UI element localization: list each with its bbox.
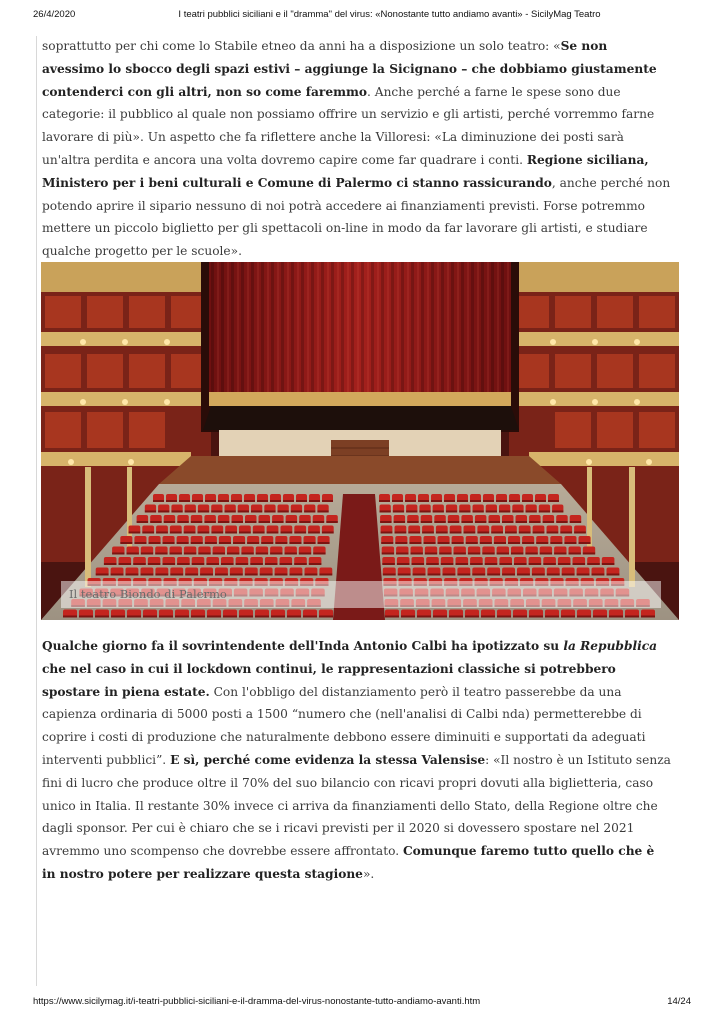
seat-shadow xyxy=(127,616,141,618)
seat-shadow xyxy=(287,616,301,618)
seat-shadow xyxy=(232,521,244,523)
seat-shadow xyxy=(381,542,393,544)
seat-shadow xyxy=(554,553,566,555)
seat-shadow xyxy=(177,563,190,565)
seat-shadow xyxy=(481,616,495,618)
seat-shadow xyxy=(225,532,237,534)
seat-shadow xyxy=(499,511,510,513)
seat-shadow xyxy=(278,511,289,513)
seat-shadow xyxy=(164,521,176,523)
seat-shadow xyxy=(556,521,568,523)
seat-shadow xyxy=(552,511,563,513)
seat-shadow xyxy=(464,532,476,534)
seat-shadow xyxy=(290,574,303,576)
seat-shadow xyxy=(560,532,572,534)
seat-shadow xyxy=(625,616,639,618)
seat-shadow xyxy=(319,616,333,618)
seat-shadow xyxy=(211,511,222,513)
seat-shadow xyxy=(171,511,182,513)
seat-shadow xyxy=(192,563,205,565)
seat-shadow xyxy=(289,542,301,544)
seat-shadow xyxy=(137,521,149,523)
seat-shadow xyxy=(496,500,507,502)
seat-shadow xyxy=(319,574,332,576)
seat-shadow xyxy=(260,574,273,576)
print-header xyxy=(0,9,724,23)
seat-shadow xyxy=(185,511,196,513)
seat-shadow xyxy=(480,542,492,544)
seat-shadow xyxy=(299,521,311,523)
seat-shadow xyxy=(502,521,514,523)
seat-shadow xyxy=(191,542,203,544)
seat-shadow xyxy=(602,563,615,565)
seat-shadow xyxy=(256,553,268,555)
seat-shadow xyxy=(112,553,124,555)
text-segment: . Anche perché a farne le spese sono due categorie: il pubblico al quale non possiamo offrire un servizio e gli artisti, perché vorremmo farne lavorare di più». Un aspetto che fa riflettere anche la Villoresi: «La diminuzione dei posti sarà un'altra perdita e ancora una volta dovremo capire come far quadrare i conti. xyxy=(42,84,655,167)
seat-shadow xyxy=(407,521,419,523)
seat-shadow xyxy=(383,574,396,576)
seat-shadow xyxy=(547,574,560,576)
seat-shadow xyxy=(511,553,523,555)
seat-shadow xyxy=(275,574,288,576)
seat-shadow xyxy=(218,521,230,523)
seat-shadow xyxy=(264,511,275,513)
seat-shadow xyxy=(428,574,441,576)
seat-shadow xyxy=(472,574,485,576)
seat-shadow xyxy=(539,511,550,513)
seat-shadow xyxy=(564,542,576,544)
seat-shadow xyxy=(522,500,533,502)
seat-shadow xyxy=(175,616,189,618)
seat-shadow xyxy=(309,500,320,502)
seat-shadow xyxy=(294,532,306,534)
seat-shadow xyxy=(583,553,595,555)
seat-shadow xyxy=(221,563,234,565)
print-page-number: 14/24 xyxy=(667,996,691,1007)
seat-shadow xyxy=(170,574,183,576)
seat-shadow xyxy=(380,511,391,513)
seat-shadow xyxy=(286,521,298,523)
seat-shadow xyxy=(485,563,498,565)
seat-shadow xyxy=(450,532,462,534)
text-segment: soprattutto per chi come lo Stabile etneo da anni ha a disposizione un solo teatro: « xyxy=(42,39,561,53)
seat-shadow xyxy=(267,532,279,534)
seat-shadow xyxy=(205,500,216,502)
seat-shadow xyxy=(205,542,217,544)
seat-shadow xyxy=(574,532,586,534)
seat-shadow xyxy=(424,542,436,544)
left-border-rule xyxy=(36,36,37,986)
seat-shadow xyxy=(502,574,515,576)
seat-shadow xyxy=(406,511,417,513)
seat-shadow xyxy=(547,532,559,534)
seat-shadow xyxy=(177,521,189,523)
seat-shadow xyxy=(434,521,446,523)
seat-shadow xyxy=(535,500,546,502)
seat-shadow xyxy=(497,553,509,555)
seat-shadow xyxy=(550,542,562,544)
seat-shadow xyxy=(133,563,146,565)
seat-shadow xyxy=(570,521,582,523)
seat-shadow xyxy=(304,511,315,513)
seat-shadow xyxy=(392,500,403,502)
seat-shadow xyxy=(441,563,454,565)
seat-shadow xyxy=(251,511,262,513)
seat-shadow xyxy=(259,521,271,523)
theatre-photo xyxy=(41,262,679,620)
seat-shadow xyxy=(322,532,334,534)
seat-shadow xyxy=(296,500,307,502)
text-segment: ». xyxy=(362,866,375,881)
seat-shadow xyxy=(497,616,511,618)
seat-shadow xyxy=(486,511,497,513)
seat-shadow xyxy=(509,500,520,502)
seat-shadow xyxy=(191,616,205,618)
seat-shadow xyxy=(184,553,196,555)
seat-shadow xyxy=(398,574,411,576)
seat-shadow xyxy=(433,511,444,513)
seat-shadow xyxy=(379,500,390,502)
seat-shadow xyxy=(508,542,520,544)
seat-shadow xyxy=(569,553,581,555)
seat-shadow xyxy=(465,616,479,618)
seat-shadow xyxy=(519,532,531,534)
seat-shadow xyxy=(244,500,255,502)
seat-shadow xyxy=(253,532,265,534)
article-paragraph-2 xyxy=(42,635,672,886)
seat-shadow xyxy=(299,553,311,555)
text-segment: Qualche giorno fa il sovrintendente dell'Inda Antonio Calbi ha ipotizzato su xyxy=(42,639,564,653)
seat-shadow xyxy=(294,563,307,565)
seat-shadow xyxy=(233,542,245,544)
seat-shadow xyxy=(431,500,442,502)
seat-shadow xyxy=(272,521,284,523)
seat-shadow xyxy=(191,521,203,523)
seat-shadow xyxy=(641,616,655,618)
seat-shadow xyxy=(149,542,161,544)
seat-shadow xyxy=(150,521,162,523)
seat-shadow xyxy=(185,574,198,576)
seat-shadow xyxy=(198,532,210,534)
seat-shadow xyxy=(543,521,555,523)
seat-shadow xyxy=(397,563,410,565)
seat-shadow xyxy=(577,574,590,576)
seat-shadow xyxy=(548,500,559,502)
seat-shadow xyxy=(206,563,219,565)
seat-shadow xyxy=(609,616,623,618)
seat-shadow xyxy=(155,553,167,555)
seat-shadow xyxy=(452,542,464,544)
seat-shadow xyxy=(444,500,455,502)
seat-shadow xyxy=(558,563,571,565)
text-segment: Se non avessimo lo sbocco degli spazi estivi – aggiunge la Sicignano – che dobbiamo giustamente contenderci con gli altri, non so come faremmo xyxy=(42,39,657,99)
seat-shadow xyxy=(526,511,537,513)
seat-shadow xyxy=(148,563,161,565)
seat-shadow xyxy=(239,616,253,618)
seat-shadow xyxy=(156,532,168,534)
seat-shadow xyxy=(459,511,470,513)
seat-shadow xyxy=(308,532,320,534)
text-segment: : «Il nostro è un Istituto senza fini di lucro che produce oltre il 70% del suo bilancio con ricavi propri dovuti alla biglietteria, caso unico in Italia. Il restante 30% invece ci arriva da finanziamenti dello Stato, della Regione oltre che dagli sponsor. Per cui è chiaro che se i ricavi previsti per il 2020 si dovessero spostare nel 2021 avremmo uno scompenso che dovrebbe essere affrontato. xyxy=(42,752,671,859)
seat-shadow xyxy=(303,616,317,618)
seat-shadow xyxy=(545,616,559,618)
seat-shadow xyxy=(141,553,153,555)
seat-shadow xyxy=(198,553,210,555)
seat-shadow xyxy=(270,500,281,502)
seat-shadow xyxy=(412,563,425,565)
print-date: 26/4/2020 xyxy=(33,9,76,20)
seat-shadow xyxy=(577,616,591,618)
text-segment: la Repubblica xyxy=(563,639,658,653)
seat-shadow xyxy=(163,542,175,544)
seat-shadow xyxy=(141,574,154,576)
seat-shadow xyxy=(119,563,132,565)
print-url: https://www.sicilymag.it/i-teatri-pubblici-siciliani-e-il-dramma-del-virus-nonostante-tutto-andiamo-avanti.htm xyxy=(33,996,481,1007)
seat-shadow xyxy=(95,616,109,618)
seat-shadow xyxy=(153,500,164,502)
seat-shadow xyxy=(238,511,249,513)
seat-shadow xyxy=(170,553,182,555)
seat-shadow xyxy=(313,553,325,555)
seat-shadow xyxy=(127,553,139,555)
seat-shadow xyxy=(213,553,225,555)
seat-shadow xyxy=(129,532,141,534)
print-footer xyxy=(0,996,724,1010)
text-segment: , anche perché non potendo aprire il sipario nessuno di noi potrà accedere ai finanziamenti previsti. Forse potremmo mettere un piccolo biglietto per gli spettacoli on-line in modo da far lavorare gli artisti, e studiare qualche progetto per le scuole». xyxy=(42,175,671,259)
seat-shadow xyxy=(104,563,117,565)
seat-shadow xyxy=(192,500,203,502)
seat-shadow xyxy=(411,553,423,555)
seat-shadow xyxy=(204,521,216,523)
seat-shadow xyxy=(143,616,157,618)
seat-shadow xyxy=(184,532,196,534)
text-segment: Comunque faremo tutto quello che è in nostro potere per realizzare questa stagione xyxy=(42,844,655,881)
seat-shadow xyxy=(159,616,173,618)
seat-shadow xyxy=(134,542,146,544)
seat-shadow xyxy=(96,574,109,576)
seat-shadow xyxy=(250,563,263,565)
seat-shadow xyxy=(218,500,229,502)
seat-shadow xyxy=(317,511,328,513)
seat-shadow xyxy=(457,574,470,576)
seat-shadow xyxy=(456,563,469,565)
seat-shadow xyxy=(512,511,523,513)
seat-shadow xyxy=(593,616,607,618)
seat-shadow xyxy=(395,542,407,544)
seat-shadow xyxy=(111,616,125,618)
seat-shadow xyxy=(579,542,591,544)
seat-shadow xyxy=(419,511,430,513)
seat-shadow xyxy=(468,553,480,555)
seat-shadow xyxy=(425,553,437,555)
seat-shadow xyxy=(166,500,177,502)
seat-shadow xyxy=(573,563,586,565)
seat-shadow xyxy=(381,532,393,534)
seat-shadow xyxy=(491,532,503,534)
seat-shadow xyxy=(79,616,93,618)
seat-shadow xyxy=(426,563,439,565)
seat-shadow xyxy=(536,542,548,544)
seat-shadow xyxy=(291,511,302,513)
text-segment: E sì, perché come evidenza la stessa Valensise xyxy=(170,752,486,767)
seat-shadow xyxy=(470,500,481,502)
seat-shadow xyxy=(285,553,297,555)
seat-shadow xyxy=(245,574,258,576)
print-page-title: I teatri pubblici siciliani e il "dramma" del virus: «Nonostante tutto andiamo avanti» - SicilyMag Teatro xyxy=(178,9,601,20)
seat-shadow xyxy=(247,542,259,544)
seat-shadow xyxy=(446,511,457,513)
seat-shadow xyxy=(475,521,487,523)
seat-shadow xyxy=(413,574,426,576)
seat-shadow xyxy=(489,521,501,523)
seat-shadow xyxy=(522,542,534,544)
seat-shadow xyxy=(517,574,530,576)
seat-shadow xyxy=(405,500,416,502)
seat-shadow xyxy=(401,616,415,618)
seat-shadow xyxy=(215,574,228,576)
seat-shadow xyxy=(461,521,473,523)
text-segment: che nel caso in cui il lockdown continui, le rappresentazioni classiche si potrebbero spostare in piena estate. xyxy=(42,661,616,699)
seat-shadow xyxy=(454,553,466,555)
seat-shadow xyxy=(382,563,395,565)
seat-shadow xyxy=(470,563,483,565)
text-segment: Con l'obbligo del distanziamento però il teatro passerebbe da una capienza ordinaria di 5000 posti a 1500 “numero che (nell'analisi di Calbi nda) permetterebbe di coprire i costi di produzione che naturalmente debbono essere diminuiti e supportati da adeguati interventi pubblici”. xyxy=(42,684,646,767)
seat-shadow xyxy=(448,521,460,523)
seat-shadow xyxy=(466,542,478,544)
seat-shadow xyxy=(179,500,190,502)
seat-shadow xyxy=(257,500,268,502)
seat-shadow xyxy=(326,521,338,523)
seat-shadow xyxy=(408,532,420,534)
seat-shadow xyxy=(394,521,406,523)
seat-shadow xyxy=(482,553,494,555)
seat-shadow xyxy=(170,532,182,534)
seat-shadow xyxy=(418,500,429,502)
seat-shadow xyxy=(529,521,541,523)
seat-shadow xyxy=(439,553,451,555)
seat-shadow xyxy=(561,616,575,618)
seat-shadow xyxy=(477,532,489,534)
seat-shadow xyxy=(275,542,287,544)
seat-shadow xyxy=(155,574,168,576)
seat-shadow xyxy=(270,553,282,555)
seat-shadow xyxy=(607,574,620,576)
seat-shadow xyxy=(433,616,447,618)
seat-shadow xyxy=(313,521,325,523)
seat-shadow xyxy=(163,563,176,565)
seat-shadow xyxy=(562,574,575,576)
seat-shadow xyxy=(540,553,552,555)
seat-shadow xyxy=(529,563,542,565)
seat-shadow xyxy=(318,542,330,544)
seat-shadow xyxy=(483,500,494,502)
article-paragraph-1 xyxy=(42,35,672,263)
seat-shadow xyxy=(380,521,392,523)
seat-shadow xyxy=(265,563,278,565)
seat-shadow xyxy=(230,574,243,576)
seat-shadow xyxy=(587,563,600,565)
seat-shadow xyxy=(236,563,249,565)
seat-shadow xyxy=(396,553,408,555)
seat-shadow xyxy=(457,500,468,502)
seat-shadow xyxy=(261,542,273,544)
seat-shadow xyxy=(271,616,285,618)
seat-shadow xyxy=(309,563,322,565)
seat-shadow xyxy=(514,563,527,565)
seat-shadow xyxy=(382,553,394,555)
seat-shadow xyxy=(200,574,213,576)
seat-shadow xyxy=(63,616,77,618)
seat-shadow xyxy=(516,521,528,523)
seat-shadow xyxy=(241,553,253,555)
seat-shadow xyxy=(255,616,269,618)
seat-shadow xyxy=(393,511,404,513)
seat-shadow xyxy=(245,521,257,523)
seat-shadow xyxy=(436,532,448,534)
seat-shadow xyxy=(225,511,236,513)
theatre-interior-illustration xyxy=(41,262,679,620)
seat-shadow xyxy=(280,563,293,565)
seat-shadow xyxy=(473,511,484,513)
seat-shadow xyxy=(513,616,527,618)
seat-shadow xyxy=(499,563,512,565)
seat-shadow xyxy=(231,500,242,502)
seat-shadow xyxy=(283,500,294,502)
seat-shadow xyxy=(494,542,506,544)
seat-shadow xyxy=(532,574,545,576)
text-segment: Regione siciliana, Ministero per i beni culturali e Comune di Palermo ci stanno rassicurando xyxy=(42,152,649,190)
image-caption-box xyxy=(61,581,661,608)
seat-shadow xyxy=(239,532,251,534)
seat-shadow xyxy=(177,542,189,544)
seat-shadow xyxy=(385,616,399,618)
seat-shadow xyxy=(111,574,124,576)
seat-shadow xyxy=(305,574,318,576)
seat-shadow xyxy=(449,616,463,618)
seat-shadow xyxy=(529,616,543,618)
seat-shadow xyxy=(592,574,605,576)
seat-shadow xyxy=(533,532,545,534)
seat-shadow xyxy=(417,616,431,618)
image-caption: Il teatro Biondo di Palermo xyxy=(69,587,227,601)
seat-shadow xyxy=(443,574,456,576)
seat-shadow xyxy=(219,542,231,544)
seat-shadow xyxy=(409,542,421,544)
seat-shadow xyxy=(543,563,556,565)
seat-shadow xyxy=(304,542,316,544)
seat-shadow xyxy=(227,553,239,555)
seat-shadow xyxy=(505,532,517,534)
seat-shadow xyxy=(211,532,223,534)
seat-shadow xyxy=(525,553,537,555)
seat-shadow xyxy=(395,532,407,534)
seat-shadow xyxy=(145,511,156,513)
seat-shadow xyxy=(322,500,333,502)
seat-shadow xyxy=(198,511,209,513)
seat-shadow xyxy=(120,542,132,544)
seat-shadow xyxy=(207,616,221,618)
seat-shadow xyxy=(422,532,434,534)
seat-shadow xyxy=(223,616,237,618)
seat-shadow xyxy=(487,574,500,576)
seat-shadow xyxy=(438,542,450,544)
seat-shadow xyxy=(142,532,154,534)
seat-shadow xyxy=(158,511,169,513)
seat-shadow xyxy=(126,574,139,576)
seat-shadow xyxy=(281,532,293,534)
seat-shadow xyxy=(421,521,433,523)
